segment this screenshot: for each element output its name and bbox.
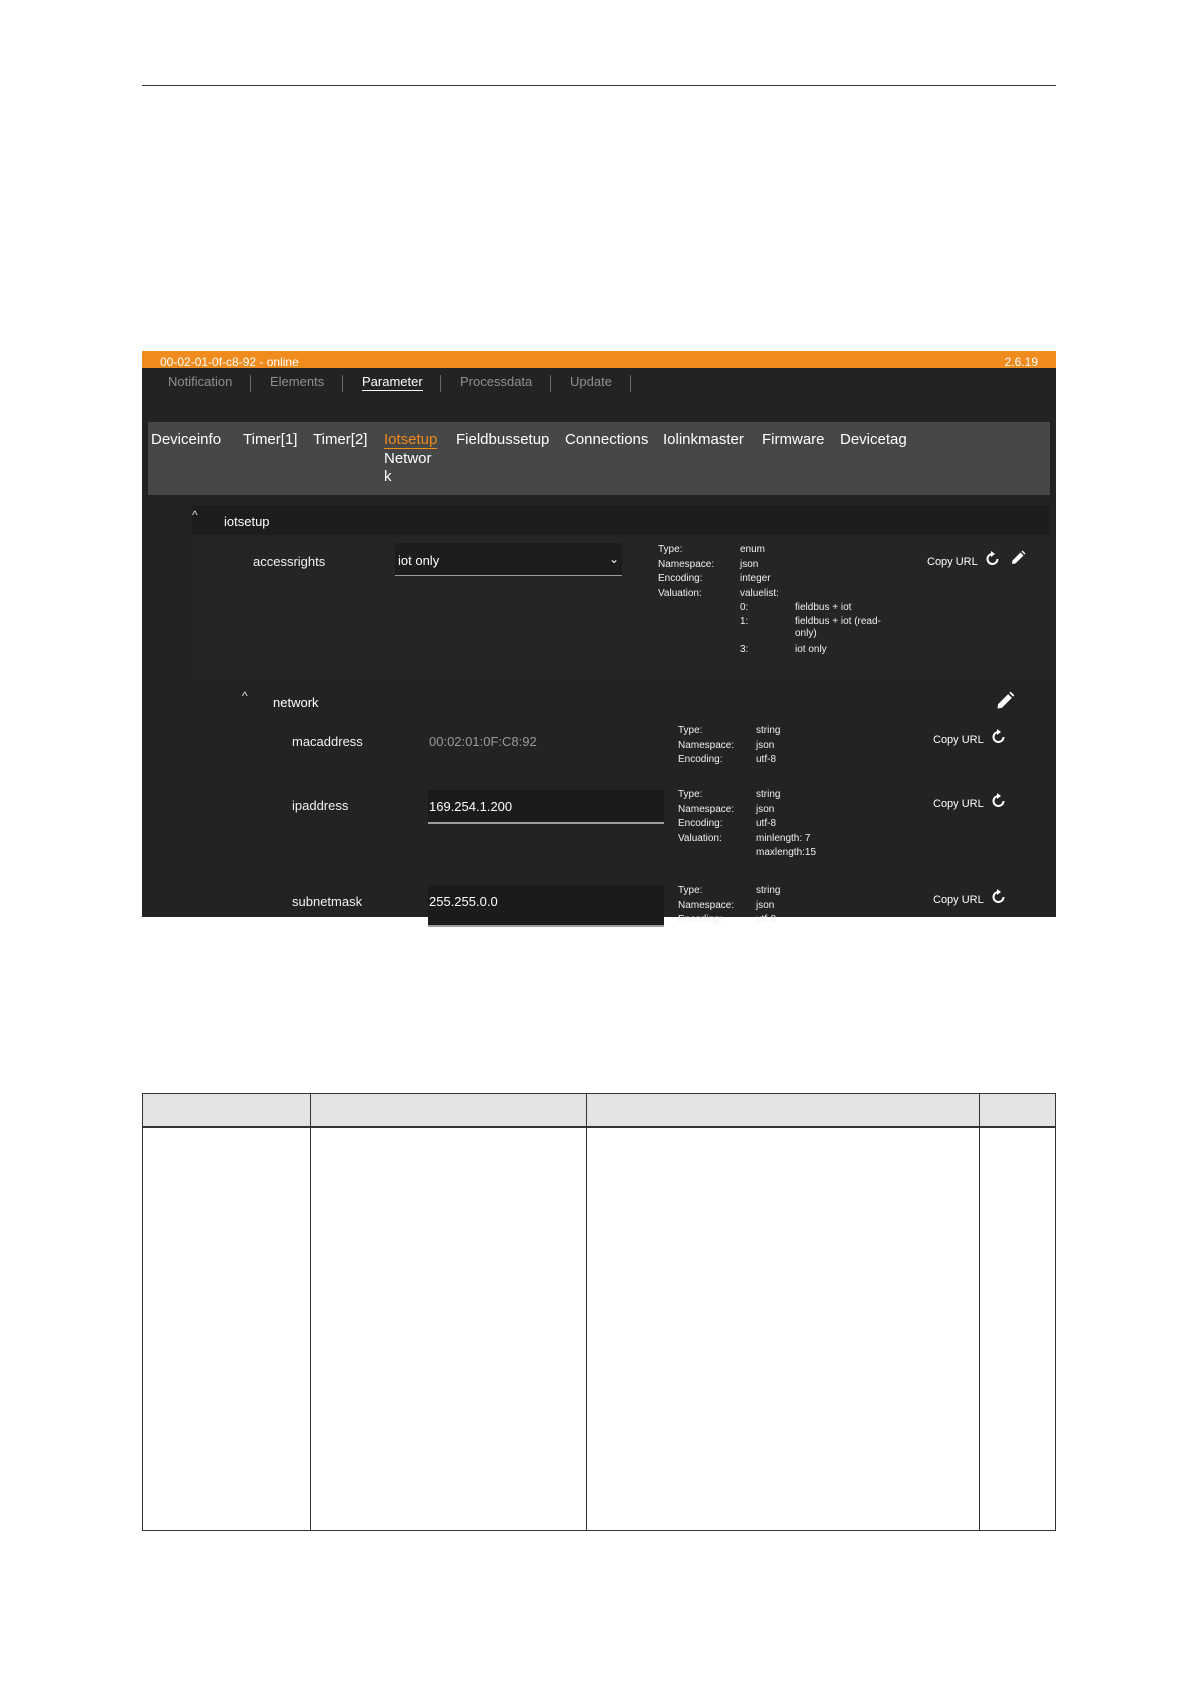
accessrights-select[interactable] bbox=[395, 543, 622, 576]
valuelist-key: 1: bbox=[740, 616, 749, 627]
accessrights-label: accessrights bbox=[253, 554, 326, 569]
valuelist-text: fieldbus + iot bbox=[795, 602, 852, 613]
table-cell bbox=[980, 1127, 1056, 1531]
firmware-version: 2.6.19 bbox=[1004, 355, 1038, 369]
valuelist-text: iot only bbox=[795, 644, 827, 655]
reset-icon[interactable] bbox=[991, 729, 1007, 750]
table-header-cell bbox=[587, 1094, 980, 1128]
device-title: 00-02-01-0f-c8-92 - online bbox=[160, 355, 299, 369]
tab-notification[interactable]: Notification bbox=[168, 374, 233, 389]
title-bar bbox=[142, 351, 1056, 368]
valuelist-key: 0: bbox=[740, 602, 749, 613]
macaddress-label: macaddress bbox=[292, 734, 363, 749]
reset-icon[interactable] bbox=[991, 889, 1007, 910]
tab-separator bbox=[250, 375, 251, 392]
valuelist-text: fieldbus + iot (read- bbox=[795, 616, 881, 627]
valuelist-key: 3: bbox=[740, 644, 749, 655]
table-cell bbox=[311, 1127, 587, 1531]
iotsetup-group-header[interactable] bbox=[192, 505, 1050, 535]
reset-icon[interactable] bbox=[985, 551, 1001, 572]
table-header-cell bbox=[311, 1094, 587, 1128]
macaddress-value: 00:02:01:0F:C8:92 bbox=[429, 734, 537, 749]
subnetmask-value: 255.255.0.0 bbox=[429, 894, 498, 909]
tab-separator bbox=[550, 375, 551, 392]
subnetmask-input[interactable] bbox=[428, 885, 664, 927]
chevron-down-icon: ⌄ bbox=[608, 552, 619, 566]
reset-icon[interactable] bbox=[991, 793, 1007, 814]
collapse-caret-icon[interactable]: ^ bbox=[242, 689, 248, 703]
tab-processdata[interactable]: Processdata bbox=[460, 374, 533, 389]
copy-url-button[interactable]: Copy URL bbox=[933, 798, 984, 810]
ipaddress-label: ipaddress bbox=[292, 798, 349, 813]
tab-elements[interactable]: Elements bbox=[270, 374, 325, 389]
subtab-devicetag[interactable]: Devicetag bbox=[840, 431, 907, 448]
subnetmask-label: subnetmask bbox=[292, 894, 363, 909]
page-header-rule bbox=[142, 85, 1056, 86]
tab-separator bbox=[440, 375, 441, 392]
valuelist-text: only) bbox=[795, 628, 817, 639]
subtab-timer2[interactable]: Timer[2] bbox=[313, 431, 368, 448]
network-group-title: network bbox=[273, 695, 319, 710]
subtab-iolinkmaster[interactable]: Iolinkmaster bbox=[663, 431, 744, 448]
edit-pencil-icon[interactable] bbox=[1010, 550, 1026, 571]
tab-separator bbox=[630, 375, 631, 392]
collapse-caret-icon[interactable]: ^ bbox=[192, 508, 198, 522]
subtab-deviceinfo[interactable]: Deviceinfo bbox=[151, 431, 222, 448]
copy-url-button[interactable]: Copy URL bbox=[933, 894, 984, 906]
ipaddress-value: 169.254.1.200 bbox=[429, 799, 513, 814]
tab-parameter[interactable]: Parameter bbox=[362, 374, 423, 389]
accessrights-selected-value: iot only bbox=[398, 553, 440, 568]
subtab-network-line1[interactable]: Networ bbox=[384, 450, 432, 467]
table-header-row bbox=[143, 1094, 1056, 1128]
ipaddress-input[interactable] bbox=[428, 790, 664, 824]
iotsetup-group-title: iotsetup bbox=[224, 514, 270, 529]
subtab-firmware[interactable]: Firmware bbox=[762, 431, 825, 448]
copy-url-button[interactable]: Copy URL bbox=[933, 734, 984, 746]
app-screenshot: 00-02-01-0f-c8-92 - online 2.6.19 Notification Elements Parameter Processdata Update Deviceinfo Timer[1] Timer[2] Iotsetup Fieldbussetup Connections Iolinkmaster Firmware Devicetag Networ k ^ iotsetup accessrights iot only ⌄ Type: enum Namespace: json Encoding: integer Valuation: valuelist: 0: fieldbus + iot 1: fieldbus + iot (read- only) 3: iot only Copy URL ^ network macaddress 00:02:01:0F:C8:92 Type: string Namespace: json Encoding: utf-8 Copy URL ipaddress 169.254.1.200 Type: string Namespace: json Encoding: utf-8 Valuation: minlength: 7 maxlength:15 Copy URL subnetmask 255.255.0.0 Type: string Namespace: json Encoding: utf-8 Copy URL bbox=[142, 351, 1056, 917]
table-header-cell bbox=[980, 1094, 1056, 1128]
subtab-timer1[interactable]: Timer[1] bbox=[243, 431, 298, 448]
table-cell bbox=[587, 1127, 980, 1531]
document-table bbox=[142, 1093, 1056, 1531]
subtab-iotsetup[interactable]: Iotsetup bbox=[384, 431, 438, 448]
subtab-fieldbussetup[interactable]: Fieldbussetup bbox=[456, 431, 550, 448]
main-tab-bar bbox=[142, 368, 1056, 406]
copy-url-button[interactable]: Copy URL bbox=[927, 556, 978, 568]
tab-separator bbox=[342, 375, 343, 392]
edit-pencil-icon[interactable] bbox=[995, 691, 1015, 716]
table-row bbox=[143, 1127, 1056, 1531]
tab-update[interactable]: Update bbox=[570, 374, 612, 389]
table-cell bbox=[143, 1127, 311, 1531]
table-header-cell bbox=[143, 1094, 311, 1128]
subtab-network-line2[interactable]: k bbox=[384, 468, 392, 485]
subtab-connections[interactable]: Connections bbox=[565, 431, 649, 448]
parameter-sub-nav bbox=[148, 422, 1050, 495]
